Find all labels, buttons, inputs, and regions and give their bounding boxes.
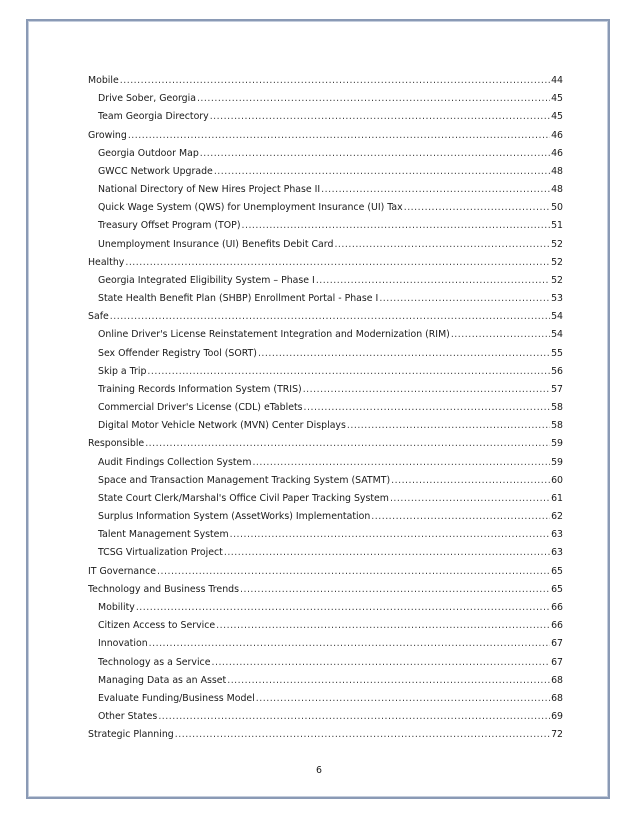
toc-subsection-entry[interactable]	[88, 381, 563, 399]
toc-entry-page-number: 52	[551, 274, 563, 286]
toc-entry-title: Technology and Business Trends	[88, 583, 239, 595]
toc-entry-page-number: 62	[551, 511, 563, 523]
toc-dot-leader	[303, 381, 550, 399]
toc-entry-title: Digital Motor Vehicle Network (MVN) Center Displays	[98, 420, 346, 432]
toc-dot-leader	[379, 290, 550, 308]
toc-dot-leader	[224, 544, 550, 562]
toc-entry-title: Commercial Driver's License (CDL) eTablets	[98, 402, 303, 414]
toc-dot-leader	[125, 254, 550, 272]
toc-entry-title: Skip a Trip	[98, 365, 147, 377]
toc-entry-title: Growing	[88, 129, 127, 141]
toc-subsection-entry[interactable]	[88, 90, 563, 108]
toc-subsection-entry[interactable]	[88, 454, 563, 472]
toc-dot-leader	[391, 472, 550, 490]
toc-section-entry[interactable]	[88, 308, 563, 326]
toc-subsection-entry[interactable]	[88, 708, 563, 726]
toc-entry-title: Managing Data as an Asset	[98, 674, 227, 686]
toc-subsection-entry[interactable]	[88, 617, 563, 635]
toc-entry-page-number: 72	[551, 729, 563, 741]
toc-subsection-entry[interactable]	[88, 472, 563, 490]
toc-entry-page-number: 61	[551, 492, 563, 504]
toc-subsection-entry[interactable]	[88, 199, 563, 217]
toc-entry-page-number: 59	[551, 456, 563, 468]
toc-dot-leader	[241, 217, 550, 235]
toc-entry-title: Mobility	[98, 601, 135, 613]
toc-dot-leader	[252, 454, 550, 472]
toc-entry-title: Talent Management System	[98, 529, 229, 541]
toc-entry-page-number: 65	[551, 583, 563, 595]
toc-subsection-entry[interactable]	[88, 290, 563, 308]
toc-entry-title: Other States	[98, 711, 158, 723]
toc-entry-title: Audit Findings Collection System	[98, 456, 252, 468]
toc-dot-leader	[120, 72, 550, 90]
page-number: 6	[316, 765, 322, 776]
toc-entry-title: Innovation	[98, 638, 148, 650]
toc-subsection-entry[interactable]	[88, 672, 563, 690]
toc-entry-title: Surplus Information System (AssetWorks) Implementation	[98, 511, 371, 523]
toc-entry-title: Citizen Access to Service	[98, 620, 216, 632]
toc-subsection-entry[interactable]	[88, 108, 563, 126]
toc-entry-page-number: 66	[551, 601, 563, 613]
toc-section-entry[interactable]	[88, 726, 563, 744]
toc-entry-title: National Directory of New Hires Project Phase II	[98, 184, 321, 196]
toc-dot-leader	[197, 90, 550, 108]
toc-entry-title: IT Governance	[88, 565, 157, 577]
toc-section-entry[interactable]	[88, 563, 563, 581]
toc-dot-leader	[147, 363, 550, 381]
toc-subsection-entry[interactable]	[88, 363, 563, 381]
toc-entry-page-number: 52	[551, 256, 563, 268]
toc-entry-page-number: 45	[551, 111, 563, 123]
toc-entry-page-number: 52	[551, 238, 563, 250]
toc-dot-leader	[149, 635, 550, 653]
toc-entry-title: Team Georgia Directory	[98, 111, 209, 123]
toc-section-entry[interactable]	[88, 435, 563, 453]
toc-entry-page-number: 60	[551, 474, 563, 486]
toc-subsection-entry[interactable]	[88, 417, 563, 435]
toc-subsection-entry[interactable]	[88, 654, 563, 672]
toc-entry-page-number: 68	[551, 692, 563, 704]
toc-entry-page-number: 58	[551, 420, 563, 432]
toc-entry-page-number: 54	[551, 329, 563, 341]
toc-entry-page-number: 53	[551, 293, 563, 305]
toc-entry-page-number: 67	[551, 656, 563, 668]
toc-entry-page-number: 58	[551, 402, 563, 414]
toc-entry-title: Healthy	[88, 256, 125, 268]
toc-entry-page-number: 46	[551, 129, 563, 141]
toc-entry-title: State Health Benefit Plan (SHBP) Enrollment Portal - Phase I	[98, 293, 379, 305]
toc-subsection-entry[interactable]	[88, 526, 563, 544]
toc-entry-page-number: 54	[551, 311, 563, 323]
toc-entry-page-number: 57	[551, 383, 563, 395]
toc-entry-page-number: 45	[551, 93, 563, 105]
toc-entry-title: Sex Offender Registry Tool (SORT)	[98, 347, 257, 359]
toc-subsection-entry[interactable]	[88, 544, 563, 562]
toc-entry-title: Safe	[88, 311, 109, 323]
toc-dot-leader	[216, 617, 550, 635]
toc-section-entry[interactable]	[88, 127, 563, 145]
toc-entry-title: Drive Sober, Georgia	[98, 93, 196, 105]
toc-subsection-entry[interactable]	[88, 635, 563, 653]
toc-entry-title: TCSG Virtualization Project	[98, 547, 223, 559]
toc-subsection-entry[interactable]	[88, 326, 563, 344]
toc-entry-page-number: 46	[551, 147, 563, 159]
toc-dot-leader	[347, 417, 550, 435]
toc-entry-title: Strategic Planning	[88, 729, 174, 741]
toc-dot-leader	[390, 490, 550, 508]
toc-entry-page-number: 48	[551, 165, 563, 177]
toc-dot-leader	[210, 108, 550, 126]
toc-subsection-entry[interactable]	[88, 145, 563, 163]
toc-entry-title: Unemployment Insurance (UI) Benefits Debit Card	[98, 238, 334, 250]
toc-entry-title: State Court Clerk/Marshal's Office Civil Paper Tracking System	[98, 492, 389, 504]
toc-dot-leader	[371, 508, 550, 526]
toc-entry-title: Technology as a Service	[98, 656, 211, 668]
toc-entry-page-number: 66	[551, 620, 563, 632]
toc-entry-page-number: 51	[551, 220, 563, 232]
toc-dot-leader	[214, 163, 550, 181]
toc-dot-leader	[211, 654, 550, 672]
toc-entry-title: Georgia Integrated Eligibility System – Phase I	[98, 274, 315, 286]
toc-entry-page-number: 48	[551, 184, 563, 196]
toc-subsection-entry[interactable]	[88, 181, 563, 199]
toc-dot-leader	[227, 672, 550, 690]
toc-dot-leader	[240, 581, 550, 599]
toc-section-entry[interactable]	[88, 254, 563, 272]
toc-subsection-entry[interactable]	[88, 236, 563, 254]
toc-entry-page-number: 55	[551, 347, 563, 359]
toc-entry-title: Treasury Offset Program (TOP)	[98, 220, 241, 232]
toc-dot-leader	[316, 272, 550, 290]
toc-entry-page-number: 44	[551, 75, 563, 86]
toc-section-entry[interactable]	[88, 72, 563, 90]
toc-subsection-entry[interactable]	[88, 345, 563, 363]
toc-entry-title: GWCC Network Upgrade	[98, 165, 213, 177]
table-of-contents	[88, 72, 563, 744]
toc-entry-title: Mobile	[88, 75, 119, 86]
toc-subsection-entry[interactable]	[88, 490, 563, 508]
toc-entry-title: Georgia Outdoor Map	[98, 147, 199, 159]
toc-entry-title: Online Driver's License Reinstatement Integration and Modernization (RIM)	[98, 329, 450, 341]
toc-entry-page-number: 63	[551, 529, 563, 541]
toc-entry-page-number: 65	[551, 565, 563, 577]
toc-entry-title: Responsible	[88, 438, 145, 450]
toc-subsection-entry[interactable]	[88, 163, 563, 181]
toc-entry-page-number: 56	[551, 365, 563, 377]
toc-dot-leader	[404, 199, 550, 217]
toc-dot-leader	[230, 526, 550, 544]
toc-entry-page-number: 68	[551, 674, 563, 686]
toc-subsection-entry[interactable]	[88, 599, 563, 617]
toc-subsection-entry[interactable]	[88, 217, 563, 235]
toc-dot-leader	[136, 599, 550, 617]
toc-dot-leader	[128, 127, 550, 145]
toc-entry-title: Quick Wage System (QWS) for Unemployment Insurance (UI) Tax	[98, 202, 403, 214]
toc-entry-title: Training Records Information System (TRIS)	[98, 383, 302, 395]
toc-entry-title: Space and Transaction Management Tracking System (SATMT)	[98, 474, 391, 486]
toc-dot-leader	[175, 726, 550, 744]
toc-subsection-entry[interactable]	[88, 508, 563, 526]
toc-dot-leader	[451, 326, 550, 344]
toc-entry-page-number: 67	[551, 638, 563, 650]
toc-dot-leader	[200, 145, 550, 163]
toc-subsection-entry[interactable]	[88, 399, 563, 417]
toc-subsection-entry[interactable]	[88, 272, 563, 290]
toc-subsection-entry[interactable]	[88, 690, 563, 708]
toc-dot-leader	[145, 435, 550, 453]
toc-dot-leader	[110, 308, 550, 326]
toc-dot-leader	[321, 181, 550, 199]
toc-dot-leader	[256, 690, 550, 708]
toc-entry-page-number: 50	[551, 202, 563, 214]
toc-dot-leader	[158, 708, 550, 726]
toc-entry-page-number: 59	[551, 438, 563, 450]
toc-entry-page-number: 63	[551, 547, 563, 559]
toc-dot-leader	[258, 345, 550, 363]
toc-section-entry[interactable]	[88, 581, 563, 599]
toc-entry-page-number: 69	[551, 711, 563, 723]
toc-dot-leader	[304, 399, 551, 417]
toc-dot-leader	[334, 236, 550, 254]
toc-entry-title: Evaluate Funding/Business Model	[98, 692, 255, 704]
toc-dot-leader	[157, 563, 550, 581]
